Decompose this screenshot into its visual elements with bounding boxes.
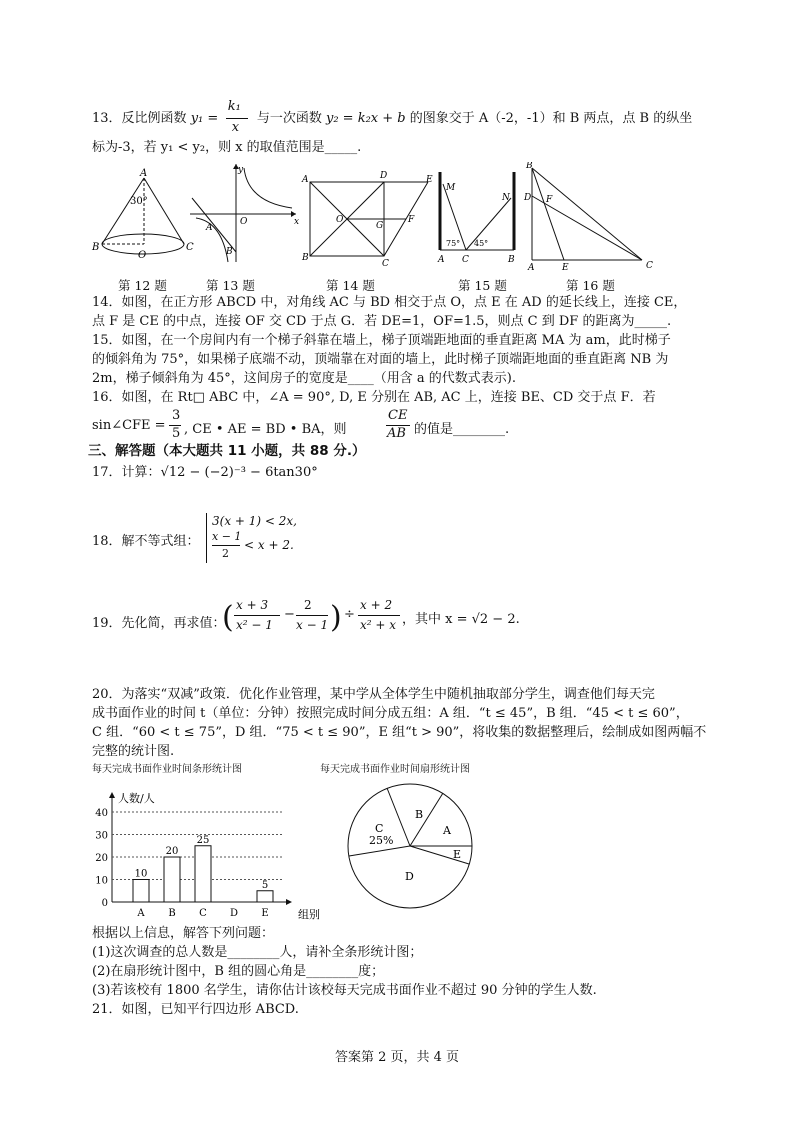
figure-15-ladder — [437, 172, 515, 265]
caption-16: 第 16 题 — [566, 278, 615, 293]
bar-B — [164, 857, 180, 902]
q20-line1: 20．为落实“双减”政策．优化作业管理，某中学从全体学生中随机抽取部分学生，调查他们每天完 — [92, 687, 655, 702]
frac-bar — [296, 615, 328, 616]
q15-line2: 的倾斜角为 75°，如果梯子底端不动，顶端靠在对面的墙上，此时梯子顶端距地面的垂直距离 NB 为 — [92, 352, 669, 367]
math-k1: k₁ — [227, 98, 241, 114]
q19-label: 19．先化简，再求值： — [92, 616, 226, 631]
f15-label-M: M — [446, 183, 456, 193]
f15-label-75: 75° — [446, 239, 461, 248]
f12-label-C: C — [186, 242, 194, 253]
bar-data-label-A: 10 — [134, 868, 148, 880]
f14-label-F: F — [408, 215, 415, 225]
bar-data-label-C: 25 — [196, 834, 210, 846]
q16-condition: , CE • AE = BD • BA，则 — [184, 422, 347, 437]
q13-text-c: 的图象交于 A（-2，-1）和 B 两点，点 B 的纵坐 — [409, 111, 693, 126]
f16-label-D: D — [524, 193, 532, 203]
math-y1: y₁ = — [190, 110, 219, 126]
section-3-heading: 三、解答题（本大题共 11 小题，共 88 分.） — [88, 443, 366, 459]
q20-sub3: (3)若该校有 1800 名学生，请你估计该校每天完成书面作业不超过 90 分钟的学生人数. — [92, 983, 597, 998]
caption-12: 第 12 题 — [118, 278, 167, 293]
math-3: 3 — [172, 408, 181, 423]
y-axis-label: 人数/人 — [118, 792, 155, 805]
q16-tail: 的值是________. — [414, 422, 510, 437]
f14-label-E: E — [426, 175, 433, 185]
math-y2: y₂ = k₂x + b — [325, 111, 406, 126]
y-axis-arrow — [109, 792, 115, 798]
pie-chart — [345, 776, 485, 916]
q20-line2: 成书面作业的时间 t（单位：分钟）按照完成时间分成五组：A 组．“t ≤ 45”，B 组．“45 < t ≤ 60”， — [92, 706, 689, 721]
frac-bar — [358, 615, 400, 616]
y-tick-label: 0 — [101, 898, 108, 909]
minus: − — [284, 607, 295, 622]
bar-E — [257, 891, 273, 902]
f13-label-B: B — [226, 247, 233, 257]
x-axis-label: 组别 — [298, 908, 320, 921]
figure-14-square — [301, 171, 433, 269]
f15-label-B: B — [508, 255, 515, 265]
q16-line1: 16．如图，在 Rt□ ABC 中，∠A = 90°, D, E 分别在 AB, AC 上，连接 BE、CD 交于点 F．若 — [92, 390, 656, 405]
frac-bar — [212, 545, 240, 546]
q18-brace — [206, 513, 207, 563]
bar-chart — [88, 784, 348, 924]
x-tick-label-E: E — [261, 908, 269, 919]
q15-line1: 15．如图，在一个房间内有一个梯子斜靠在墙上，梯子顶端距地面的垂直距离 MA 为 am，此时梯子 — [92, 333, 671, 348]
figure-12-cone — [91, 168, 194, 261]
math-x: x — [231, 119, 240, 135]
math-AB: AB — [387, 426, 406, 441]
f14-label-O: O — [336, 215, 344, 225]
f15-label-45: 45° — [474, 239, 489, 248]
pie-slice-label-E: E — [453, 848, 462, 861]
f13-label-O: O — [240, 217, 248, 227]
q17-line: 17．计算：√12 − (−2)⁻³ − 6tan30° — [92, 465, 318, 480]
q14-line1: 14．如图，在正方形 ABCD 中，对角线 AC 与 BD 相交于点 O，点 E 在 AD 的延长线上，连接 CE， — [92, 295, 687, 310]
f14-label-C: C — [382, 259, 389, 269]
y-tick-label: 20 — [95, 853, 108, 864]
f16-label-F: F — [546, 195, 553, 205]
q19-tail: ，其中 x = √2 − 2. — [402, 612, 520, 627]
bar-A — [133, 880, 149, 903]
f12-label-angle: 30° — [130, 196, 148, 207]
pie-slice-label-A: A — [443, 824, 451, 837]
paren-right: ) — [330, 600, 342, 635]
q19-f2-num: 2 — [304, 598, 312, 612]
bar-data-label-B: 20 — [165, 846, 179, 857]
f13-label-A: A — [206, 223, 213, 233]
y-tick-label: 40 — [95, 808, 108, 819]
x-tick-label-D: D — [229, 908, 239, 919]
pie-divider — [349, 846, 410, 856]
x-axis-arrow — [286, 899, 292, 905]
q19-f3-num: x + 2 — [360, 598, 393, 612]
bar-C — [195, 846, 211, 902]
frac-bar — [226, 118, 248, 119]
bar-data-label-E: 5 — [261, 879, 269, 891]
frac-bar — [234, 615, 280, 616]
caption-14: 第 14 题 — [326, 278, 375, 293]
f14-label-D: D — [380, 171, 388, 181]
q20-line3: C 组．“60 < t ≤ 75”，D 组．“75 < t ≤ 90”，E 组“t > 90”，将收集的数据整理后，绘制成如图两幅不 — [92, 725, 707, 740]
bar-chart-title: 每天完成书面作业时间条形统计图 — [92, 764, 242, 775]
caption-13: 第 13 题 — [206, 278, 255, 293]
q13-fraction-k1-x — [190, 98, 253, 135]
f14-label-A: A — [302, 175, 309, 185]
q13-line1 — [92, 98, 693, 135]
q13-line2: 标为-3，若 y₁ < y₂，则 x 的取值范围是_____. — [92, 140, 362, 155]
f14-label-B: B — [302, 253, 309, 263]
q20-sub1: (1)这次调查的总人数是________人，请补全条形统计图； — [92, 945, 423, 960]
pie-slice-label-C: C — [375, 822, 384, 835]
pie-chart-title: 每天完成书面作业时间扇形统计图 — [320, 764, 470, 775]
pie-slice-percent-C: 25% — [369, 834, 394, 847]
f12-label-A: A — [140, 168, 148, 179]
figure-16-triangle — [523, 162, 653, 273]
q19-f1-den: x² − 1 — [236, 618, 273, 632]
pie-slice-label-D: D — [405, 870, 414, 883]
f16-label-A: A — [528, 263, 535, 273]
paren-left: ( — [222, 600, 234, 635]
q15-line3: 2m，梯子倾斜角为 45°，这间房子的宽度是____（用含 a 的代数式表示). — [92, 371, 516, 386]
figure-13-graph — [190, 164, 299, 262]
q18-ineq2: < x + 2. — [244, 538, 294, 552]
math-CE: CE — [388, 408, 408, 423]
q19-expression — [222, 596, 520, 640]
q13-text-b: 与一次函数 — [256, 111, 322, 126]
x-tick-label-A: A — [137, 908, 145, 919]
divide: ÷ — [344, 607, 355, 622]
x-tick-label-C: C — [199, 908, 207, 919]
figures-row — [88, 162, 688, 274]
f16-label-C: C — [646, 261, 653, 271]
f14-label-G: G — [376, 221, 384, 231]
y-tick-label: 10 — [95, 875, 108, 887]
q19-f3-den: x² + x — [360, 618, 397, 632]
q18-frac-den: 2 — [222, 547, 229, 560]
f12-label-O: O — [138, 250, 147, 261]
f15-label-A: A — [438, 255, 445, 265]
q19-f1-num: x + 3 — [236, 598, 269, 612]
f15-label-C: C — [462, 255, 469, 265]
f16-label-B: B — [526, 162, 533, 171]
q20-after: 根据以上信息，解答下列问题： — [92, 926, 275, 941]
y-tick-label: 30 — [95, 830, 108, 842]
q21-line: 21．如图，已知平行四边形 ABCD. — [92, 1002, 299, 1017]
f15-label-N: N — [502, 193, 510, 203]
x-tick-label-B: B — [168, 908, 176, 919]
q20-sub2: (2)在扇形统计图中，B 组的圆心角是________度； — [92, 964, 385, 979]
q18-ineq1: 3(x + 1) < 2x, — [212, 514, 297, 528]
f12-label-B: B — [92, 242, 100, 253]
f13-label-x: x — [294, 217, 300, 227]
f16-label-E: E — [562, 263, 569, 273]
caption-15: 第 15 题 — [458, 278, 507, 293]
q20-line4: 完整的统计图. — [92, 744, 175, 759]
q13-text-a: 13．反比例函数 — [92, 111, 187, 126]
math-5: 5 — [172, 426, 181, 441]
f13-label-y: y — [238, 165, 244, 175]
q18-frac-num: x − 1 — [212, 530, 242, 543]
page-footer: 答案第 2 页，共 4 页 — [334, 1050, 460, 1065]
q19-f2-den: x − 1 — [296, 618, 329, 632]
q18-label: 18．解不等式组： — [92, 534, 200, 549]
pie-slice-label-B: B — [415, 808, 424, 821]
q16-sin: sin∠CFE = — [92, 418, 166, 433]
q14-line2: 点 F 是 CE 的中点，连接 OF 交 CD 于点 G．若 DE=1，OF=1.5，则点 C 到 DF 的距离为_____. — [92, 314, 672, 329]
